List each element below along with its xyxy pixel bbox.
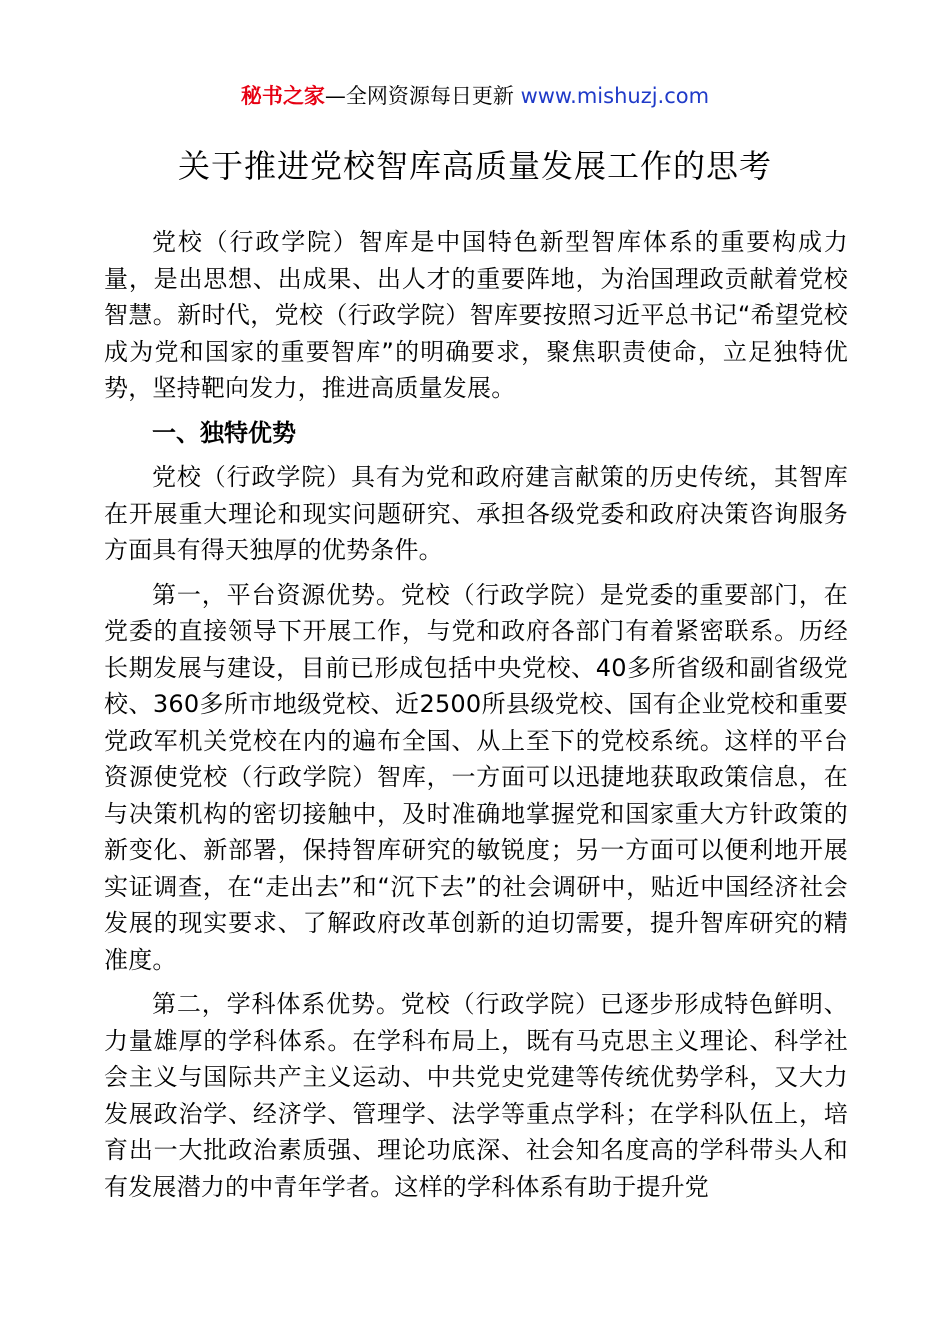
brand-name: 秘书之家 — [240, 84, 325, 108]
header-tagline: —全网资源每日更新 — [324, 84, 514, 108]
document-title: 关于推进党校智库高质量发展工作的思考 — [177, 147, 772, 185]
section-heading: 一、独特优势 — [152, 418, 296, 447]
site-header — [0, 80, 950, 112]
platform-advantage-paragraph: 第一，平台资源优势。党校（行政学院）是党委的重要部门，在党委的直接领导下开展工作，与党和政府各部门有着紧密联系。历经长期发展与建设，目前已形成包括中央党校、40多所省级和副省级党校、360多所市地级党校、近2500所县级党校、国有企业党校和重要党政军机关党校在内的遍布全国、从上至下的党校系统。这样的平台资源使党校（行政学院）智库，一方面可以迅捷地获取政策信息，在与决策机构的密切接触中，及时准确地掌握党和国家重大方针政策的新变化、新部署，保持智库研究的敏锐度；另一方面可以便利地开展实证调查，在“走出去”和“沉下去”的社会调研中，贴近中国经济社会发展的现实要求、了解政府改革创新的迫切需要，提升智库研究的精准度。 — [104, 580, 848, 974]
site-url-link[interactable]: www.mishuzj.com — [520, 84, 710, 108]
intro-paragraph: 党校（行政学院）智库是中国特色新型智库体系的重要构成力量，是出思想、出成果、出人才的重要阵地，为治国理政贡献着党校智慧。新时代，党校（行政学院）智库要按照习近平总书记“希望党校成为党和国家的重要智库”的明确要求，聚焦职责使命，立足独特优势，坚持靶向发力，推进高质量发展。 — [104, 228, 848, 402]
document-body — [104, 224, 848, 1205]
discipline-advantage-paragraph: 第二，学科体系优势。党校（行政学院）已逐步形成特色鲜明、力量雄厚的学科体系。在学科布局上，既有马克思主义理论、科学社会主义与国际共产主义运动、中共党史党建等传统优势学科，又大力发展政治学、经济学、管理学、法学等重点学科；在学科队伍上，培育出一大批政治素质强、理论功底深、社会知名度高的学科带头人和有发展潜力的中青年学者。这样的学科体系有助于提升党 — [104, 990, 848, 1201]
section-intro-paragraph: 党校（行政学院）具有为党和政府建言献策的历史传统，其智库在开展重大理论和现实问题研究、承担各级党委和政府决策咨询服务方面具有得天独厚的优势条件。 — [104, 463, 848, 564]
